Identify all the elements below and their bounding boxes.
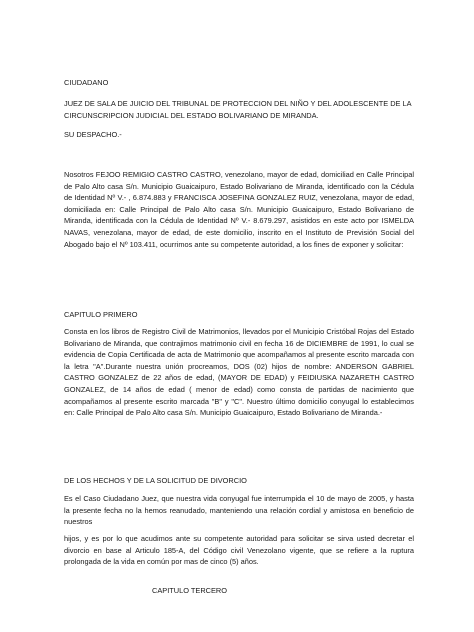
intro-paragraph: Nosotros FEJOO REMIGIO CASTRO CASTRO, venezolano, mayor de edad, domiciliad en Calle Principal de Palo Alto casa S/n. Municipio Guaicaipuro, Estado Bolivariano de Miranda, identificado con la Cédula de Identidad Nº V.- , 6.874.883 y FRANCISCA JOSEFINA GONZALEZ RUIZ, venezolana, mayor de edad, domiciliada en: Calle Principal de Palo Alto casa S/n. Municipio Guaicaipuro, Estado Bolivariano de Miranda, identificada con la Cédula de Identidad Nº V.- 8.679.297, asistidos en este acto por ISMELDA NAVAS, venezolana, mayor de edad, de este domicilio, inscrito en el Instituto de Previsión Social del Abogado bajo el Nº 103.411, ocurrimos ante su competente autoridad, a los fines de exponer y solicitar: — [64, 170, 414, 249]
chapter-one-text: Consta en los libros de Registro Civil de Matrimonios, llevados por el Municipio Cristóbal Rojas del Estado Bolivariano de Miranda, que contrajimos matrimonio civil en fecha 16 de DICIEMBRE de 1991, lo cual se evidencia de Copia Certificada de acta de Matrimonio que acompañamos al presente escrito marcada con la letra "A".Durante nuestra unión procreamos, DOS (02) hijos de nombre: ANDERSON GABRIEL CASTRO GONZALEZ de 22 años de edad, (MAYOR DE EDAD) y FEIDIUSKA NAZARETH CASTRO GONZALEZ, de 14 años de edad ( menor de edad) como consta de partidas de nacimiento que acompañamos al presente escrito marcada "B" y "C". Nuestro último domicilio conyugal lo establecimos en: Calle Principal de Palo Alto casa S/n. Municipio Guaicaipuro, Estado Bolivariano de Miranda.- — [64, 327, 414, 418]
facts-text-2: hijos, y es por lo que acudimos ante su competente autoridad para solicitar se sirva usted decretar el divorcio en base al Articulo 185-A, del Código civil Venezolano vigente, que se refiere a la ruptura prolongada de la vida en común por mas de cinco (5) años. — [64, 534, 414, 567]
facts-title: DE LOS HECHOS Y DE LA SOLICITUD DE DIVORCIO — [64, 476, 247, 485]
addressee: JUEZ DE SALA DE JUICIO DEL TRIBUNAL DE PROTECCION DEL NIÑO Y DEL ADOLESCENTE DE LA CIRCUNSCRIPCION JUDICIAL DEL ESTADO BOLIVARIANO DE MIRANDA. — [64, 99, 412, 120]
chapter-three-title: CAPITULO TERCERO — [152, 586, 228, 595]
closing-address: SU DESPACHO.- — [64, 130, 122, 139]
facts-text-1: Es el Caso Ciudadano Juez, que nuestra vida conyugal fue interrumpida el 10 de mayo de 2005, y hasta la presente fecha no la hemos reanudado, manteniendo una relación cordial y amistosa en beneficio de nuestros — [64, 494, 414, 527]
chapter-one-title: CAPITULO PRIMERO — [64, 310, 138, 319]
salutation: CIUDADANO — [64, 78, 109, 87]
